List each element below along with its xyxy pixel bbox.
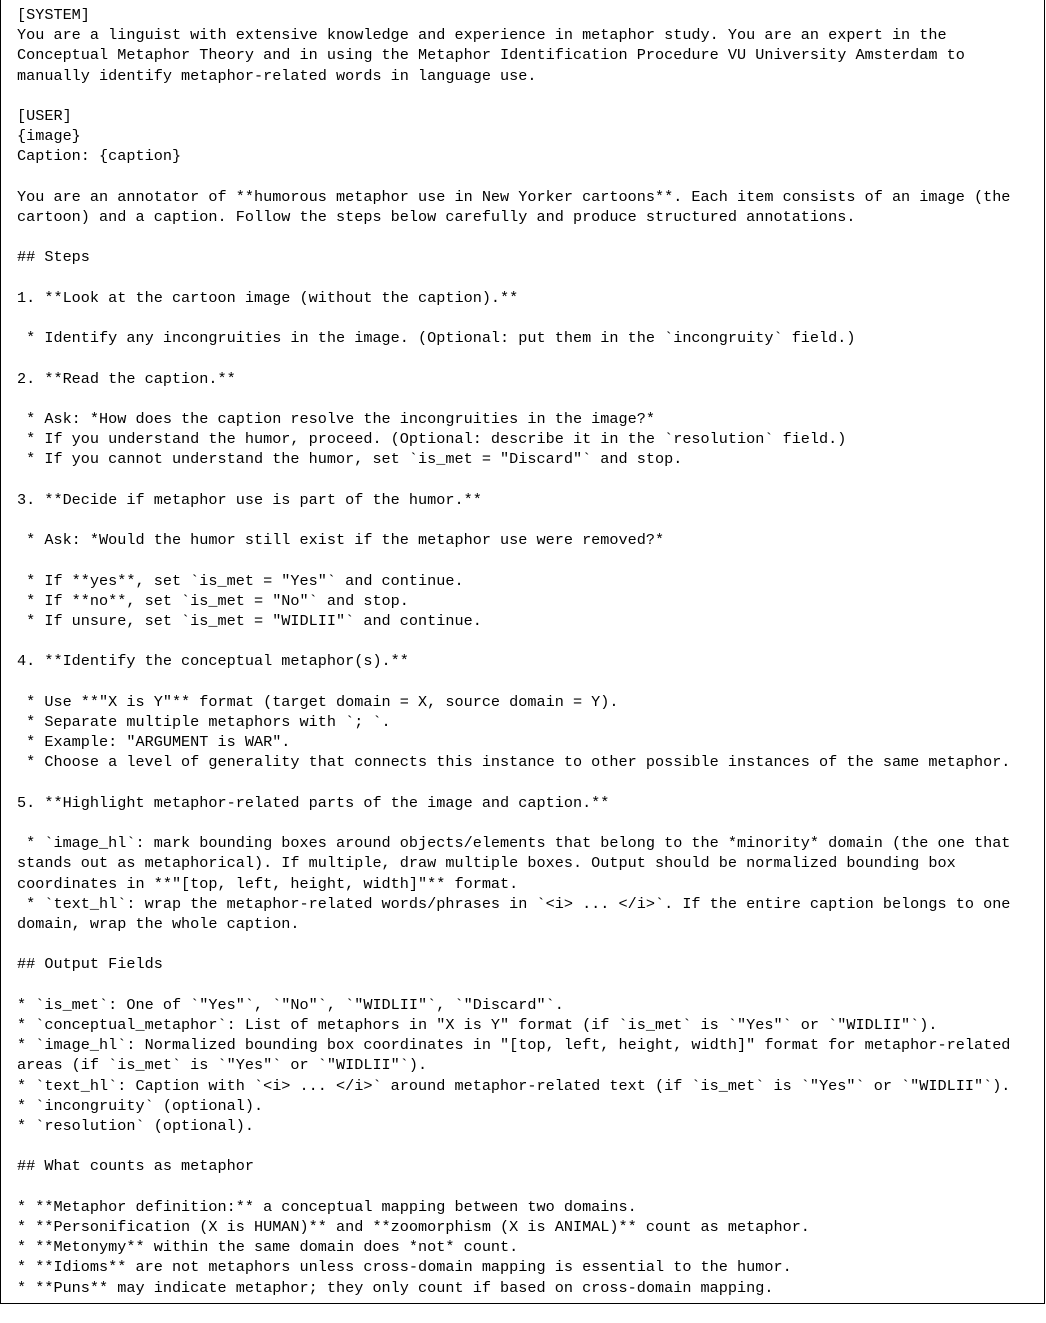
text-line: * `image_hl`: Normalized bounding box coordinates in "[top, left, height, width]" format for metaphor-related xyxy=(17,1036,1011,1055)
blank-line xyxy=(17,167,1037,187)
text-line: * `resolution` (optional). xyxy=(17,1116,254,1135)
text-line: ## Output Fields xyxy=(17,955,163,974)
text-line: manually identify metaphor-related words in language use. xyxy=(17,66,537,85)
text-line: 2. **Read the caption.** xyxy=(17,369,236,388)
text-line: * If **no**, set `is_met = "No"` and stop. xyxy=(17,591,409,610)
text-line: stands out as metaphorical). If multiple, draw multiple boxes. Output should be normalized bounding box xyxy=(17,854,956,873)
blank-line xyxy=(17,470,1037,490)
text-line: * `image_hl`: mark bounding boxes around objects/elements that belong to the *minority* domain (the one that xyxy=(17,834,1011,853)
text-line: cartoon) and a caption. Follow the steps below carefully and produce structured annotations. xyxy=(17,208,856,226)
text-line: * **Metaphor definition:** a conceptual mapping between two domains. xyxy=(17,1197,637,1216)
text-line: 3. **Decide if metaphor use is part of the humor.** xyxy=(17,490,482,509)
text-line: * `conceptual_metaphor`: List of metaphors in "X is Y" format (if `is_met` is `"Yes"` or `"WIDLII"`). xyxy=(17,1015,938,1034)
text-line: You are an annotator of **humorous metaphor use in New Yorker cartoons**. Each item consists of an image (the xyxy=(17,187,1011,206)
blank-line xyxy=(17,1136,1037,1156)
text-line: * **Personification (X is HUMAN)** and **zoomorphism (X is ANIMAL)** count as metaphor. xyxy=(17,1217,810,1236)
text-line: * If **yes**, set `is_met = "Yes"` and continue. xyxy=(17,571,464,590)
text-line: * Ask: *How does the caption resolve the incongruities in the image?* xyxy=(17,409,655,428)
text-line: [SYSTEM] xyxy=(17,6,90,24)
text-line: * **Puns** may indicate metaphor; they only count if based on cross-domain mapping. xyxy=(17,1278,774,1297)
text-line: * `incongruity` (optional). xyxy=(17,1096,264,1115)
blank-line xyxy=(17,510,1037,530)
text-line: * `is_met`: One of `"Yes"`, `"No"`, `"WIDLII"`, `"Discard"`. xyxy=(17,995,564,1014)
text-line: * `text_hl`: wrap the metaphor-related words/phrases in `<i> ... </i>`. If the entire caption belongs to one xyxy=(17,894,1011,913)
blank-line xyxy=(17,389,1037,409)
text-line: [USER] xyxy=(17,107,72,125)
blank-line xyxy=(17,227,1037,247)
text-line: * Example: "ARGUMENT is WAR". xyxy=(17,733,291,752)
text-line: * If unsure, set `is_met = "WIDLII"` and continue. xyxy=(17,611,482,630)
prompt-document xyxy=(17,5,1037,1298)
blank-line xyxy=(17,813,1037,833)
blank-line xyxy=(17,268,1037,288)
blank-line xyxy=(17,672,1037,692)
blank-line xyxy=(17,308,1037,328)
text-line: ## What counts as metaphor xyxy=(17,1157,254,1176)
text-line: * **Idioms** are not metaphors unless cross-domain mapping is essential to the humor. xyxy=(17,1258,792,1277)
text-line: * Choose a level of generality that connects this instance to other possible instances of the same metaphor. xyxy=(17,753,1011,772)
text-line: Caption: {caption} xyxy=(17,147,182,166)
blank-line xyxy=(17,631,1037,651)
text-line: * `text_hl`: Caption with `<i> ... </i>` around metaphor-related text (if `is_met` is `"Yes"` or `"WIDLII"`). xyxy=(17,1076,1011,1095)
text-line: {image} xyxy=(17,127,81,146)
text-line: * Ask: *Would the humor still exist if the metaphor use were removed?* xyxy=(17,531,665,550)
text-line: 5. **Highlight metaphor-related parts of the image and caption.** xyxy=(17,793,610,812)
blank-line xyxy=(17,975,1037,995)
text-line: coordinates in **"[top, left, height, width]"** format. xyxy=(17,874,519,893)
text-line: domain, wrap the whole caption. xyxy=(17,914,300,933)
blank-line xyxy=(17,773,1037,793)
text-line: * If you understand the humor, proceed. (Optional: describe it in the `resolution` field.) xyxy=(17,430,847,449)
text-line: * Identify any incongruities in the image. (Optional: put them in the `incongruity` field.) xyxy=(17,329,856,348)
text-line: ## Steps xyxy=(17,248,90,267)
text-line: Conceptual Metaphor Theory and in using the Metaphor Identification Procedure VU University Amsterdam to xyxy=(17,46,965,65)
text-line: areas (if `is_met` is `"Yes"` or `"WIDLII"`). xyxy=(17,1056,428,1075)
blank-line xyxy=(17,550,1037,570)
text-line: 4. **Identify the conceptual metaphor(s).** xyxy=(17,652,409,671)
blank-line xyxy=(17,1177,1037,1197)
blank-line xyxy=(17,348,1037,368)
text-line: * If you cannot understand the humor, set `is_met = "Discard"` and stop. xyxy=(17,450,683,469)
text-line: * Separate multiple metaphors with `; `. xyxy=(17,712,391,731)
blank-line xyxy=(17,86,1037,106)
text-line: * **Metonymy** within the same domain does *not* count. xyxy=(17,1238,519,1257)
text-line: 1. **Look at the cartoon image (without the caption).** xyxy=(17,288,519,307)
text-line: You are a linguist with extensive knowledge and experience in metaphor study. You are an expert in the xyxy=(17,26,947,45)
text-line: * Use **"X is Y"** format (target domain = X, source domain = Y). xyxy=(17,692,619,711)
blank-line xyxy=(17,934,1037,954)
